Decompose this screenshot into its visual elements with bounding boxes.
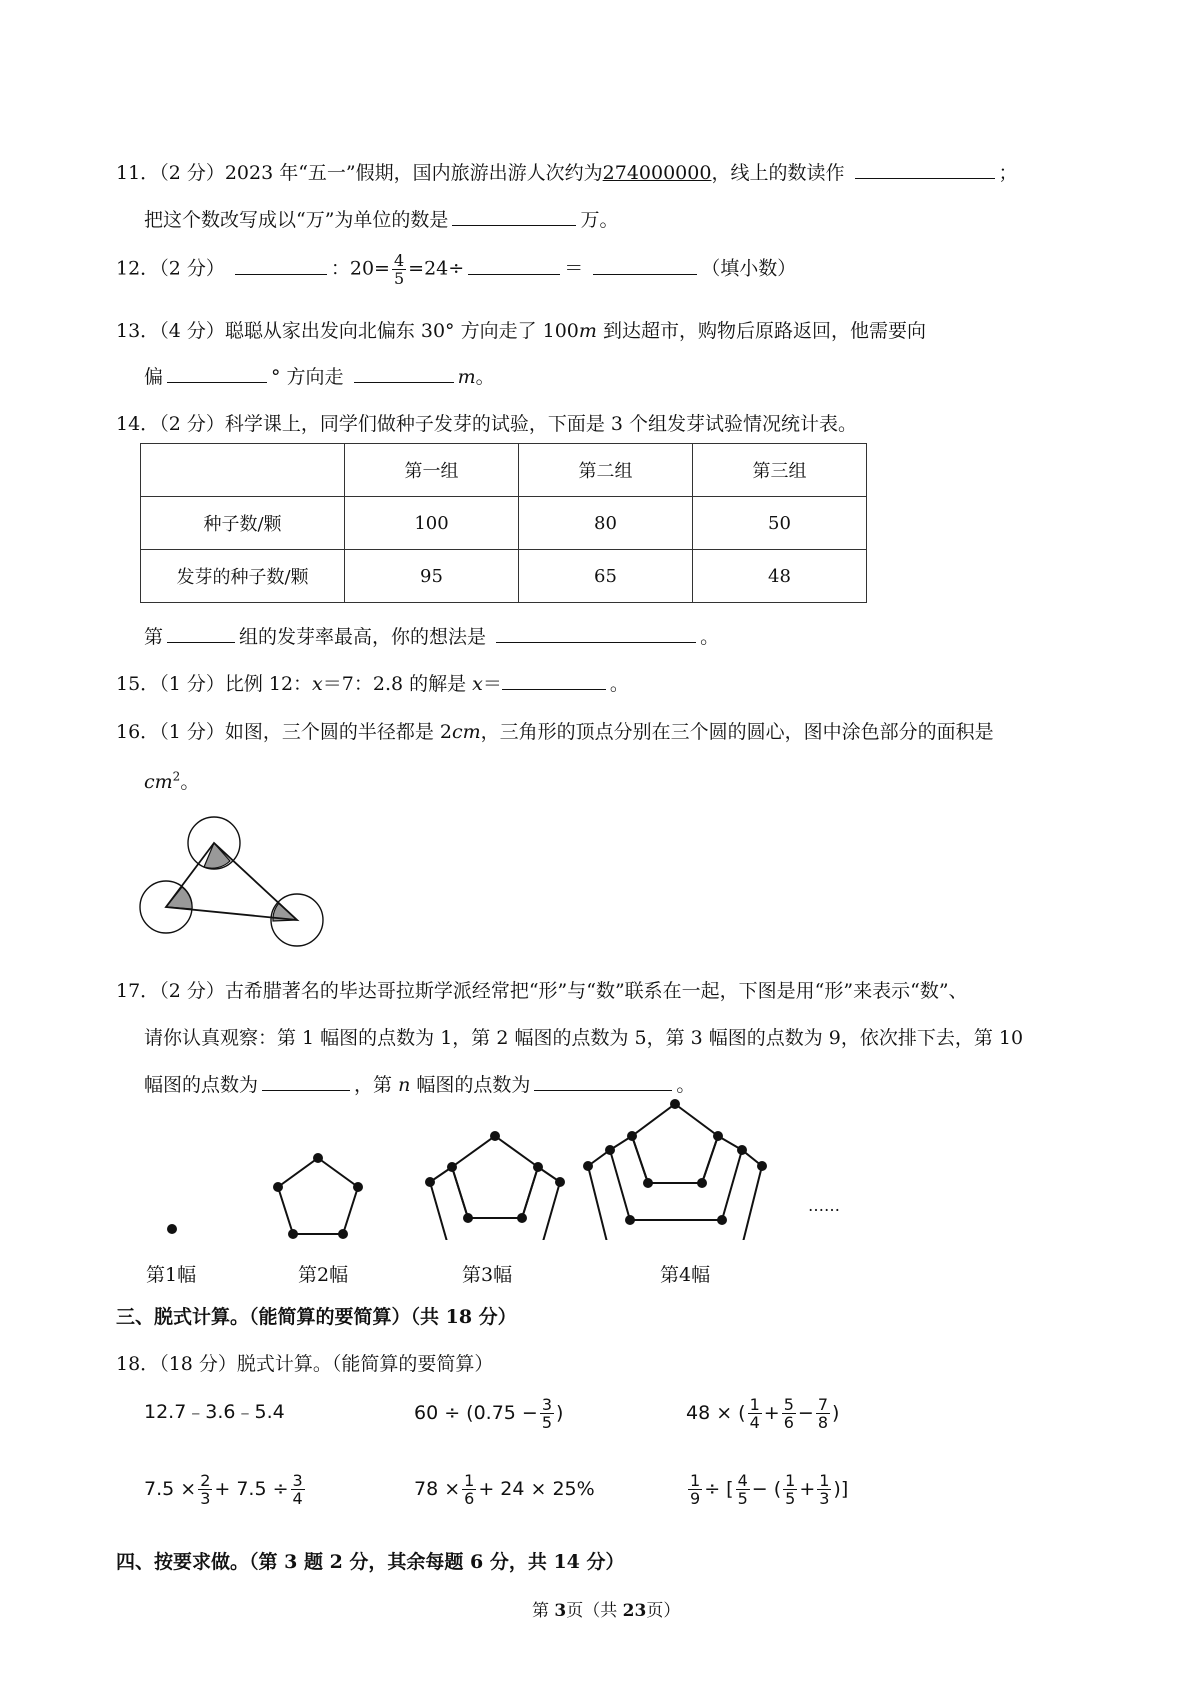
figure-label-4: 第4幅 [660, 1264, 711, 1286]
q14-line: 14．（2 分）科学课上，同学们做种子发芽的试验，下面是 3 个组发芽试验情况统计表。 [116, 413, 857, 435]
table-header-row: 第一组 第二组 第三组 [141, 444, 867, 497]
expression-5: 78 × $\frac{1}{6}$ + 24 × 25% [414, 1471, 595, 1508]
q13-line1: 13．（4 分）聪聪从家出发向北偏东 30° 方向走了 100m 到达超市，购物后原路返回，他需要向 [116, 320, 926, 342]
expression-2: 60 ÷ (0.75 − $\frac{3}{5}$ ) [414, 1395, 564, 1432]
fraction: $\frac{4}{5}$ [393, 251, 405, 288]
q13-line2: 偏 ° 方向走 m。 [144, 366, 495, 388]
figure-label-3: 第3幅 [462, 1264, 513, 1286]
table-row: 发芽的种子数/颗 95 65 48 [141, 550, 867, 603]
germination-table [140, 443, 867, 603]
answer-blank [167, 364, 267, 383]
answer-blank [496, 624, 696, 643]
answer-blank [235, 256, 327, 275]
dot [167, 1224, 177, 1234]
section-3-heading: 三、脱式计算。（能简算的要简算）（共 18 分） [116, 1306, 517, 1328]
answer-blank [354, 364, 454, 383]
answer-blank [593, 256, 697, 275]
q17-line2: 请你认真观察：第 1 幅图的点数为 1，第 2 幅图的点数为 5，第 3 幅图的点数为 9，依次排下去，第 10 [144, 1027, 1024, 1049]
answer-blank [452, 207, 576, 226]
q16-line2: $cm^2$。 [144, 769, 200, 793]
table-row: 种子数/颗 100 80 50 [141, 497, 867, 550]
q18-line: 18．（18 分）脱式计算。（能简算的要简算） [116, 1353, 494, 1375]
expression-4: 7.5 × $\frac{2}{3}$ + 7.5 ÷ $\frac{3}{4}$ [144, 1471, 303, 1508]
q16-line1: 16．（1 分）如图，三个圆的半径都是 2cm，三角形的顶点分别在三个圆的圆心，图中涂色部分的面积是 [116, 721, 994, 743]
q17-line3: 幅图的点数为 ，第 n 幅图的点数为 。 [144, 1074, 696, 1096]
expression-6: $\frac{1}{9}$ ÷ [ $\frac{4}{5}$ − ( $\frac{1}{5}$ + $\frac{1}{3}$ )] [690, 1471, 849, 1508]
figure-3 [425, 1131, 565, 1240]
circles-triangle-figure [130, 800, 350, 950]
figure-2 [273, 1153, 363, 1239]
figure-label-1: 第1幅 [146, 1264, 197, 1286]
section-4-heading: 四、按要求做。（第 3 题 2 分，其余每题 6 分，共 14 分） [116, 1551, 625, 1573]
answer-blank [167, 624, 235, 643]
expression-3: 48 × ( $\frac{1}{4}$ + $\frac{5}{6}$ − $\frac{7}{8}$ ) [686, 1395, 840, 1432]
answer-blank [468, 256, 560, 275]
q11-line2: 把这个数改写成以“万”为单位的数是 万。 [144, 209, 619, 231]
q11-number: 274000000 [602, 162, 712, 184]
page-footer: 第 3页（共 23页） [532, 1601, 681, 1621]
q15-line: 15．（1 分）比例 12：x＝7：2.8 的解是 x＝ 。 [116, 673, 629, 695]
pentagon-pattern-figure [140, 1098, 880, 1240]
answer-blank [502, 671, 606, 690]
figure-1 [167, 1224, 177, 1234]
answer-blank [534, 1072, 672, 1091]
q17-line1: 17．（2 分）古希腊著名的毕达哥拉斯学派经常把“形”与“数”联系在一起，下图是用“形”来表示“数”、 [116, 980, 968, 1002]
q12-line: 12．（2 分） ：20= $\frac{4}{5}$ =24÷ ＝ （填小数） [116, 251, 797, 288]
answer-blank [262, 1072, 350, 1091]
expression-1: 12.7﹣3.6﹣5.4 [144, 1401, 285, 1423]
figure-4 [583, 1099, 767, 1240]
answer-blank [855, 160, 995, 179]
ellipsis: …… [808, 1196, 840, 1215]
figure-label-2: 第2幅 [298, 1264, 349, 1286]
q14-answer-line: 第 组的发芽率最高，你的想法是 。 [144, 626, 720, 648]
q11-line1: 11．（2 分）2023 年“五一”假期，国内旅游出游人次约为274000000，线上的数读作 ； [116, 162, 1018, 184]
